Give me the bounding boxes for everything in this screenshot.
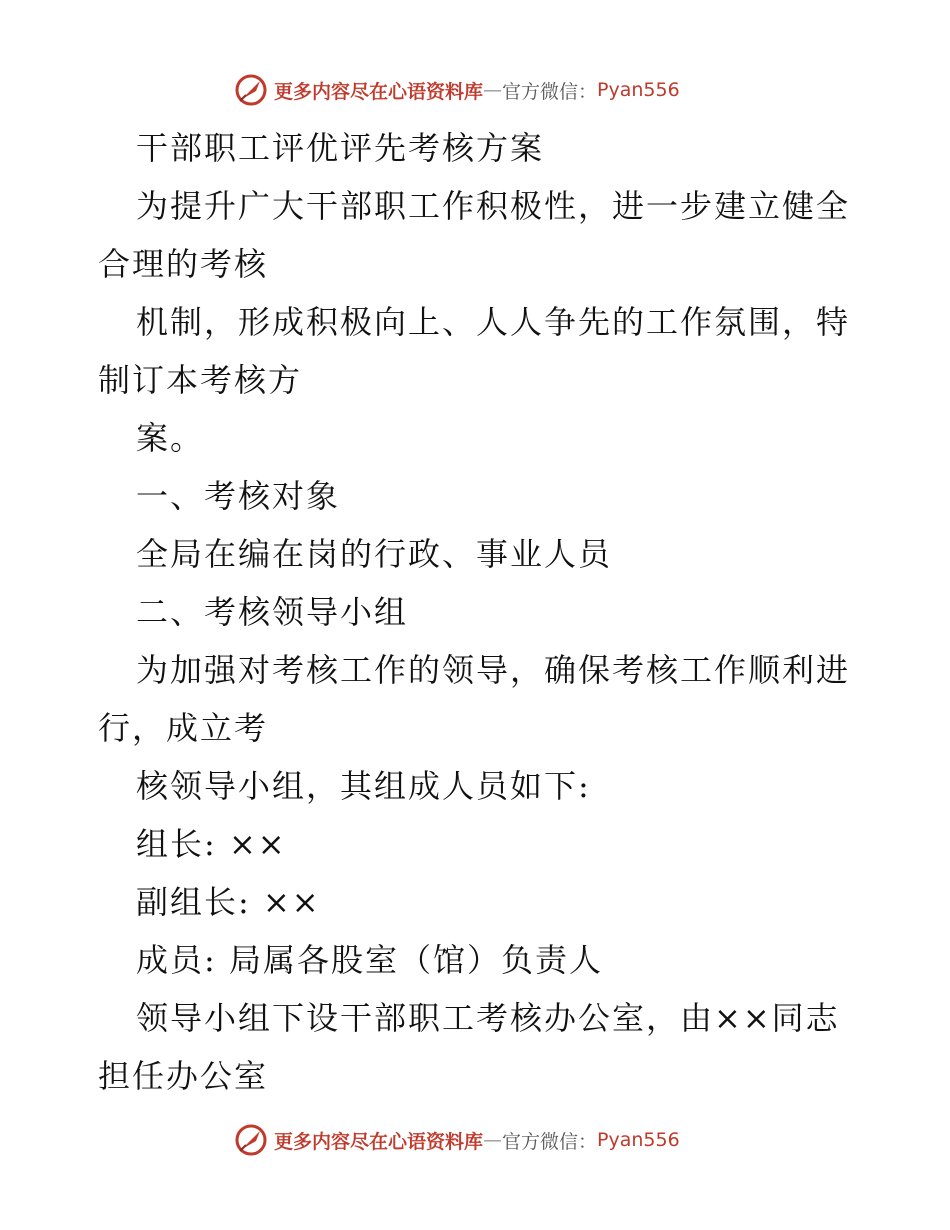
paragraph-line: 机制，形成积极向上、人人争先的工作氛围，特	[136, 303, 851, 341]
header-watermark	[234, 72, 680, 108]
watermark-main-text: 更多内容尽在心语资料库	[274, 1130, 484, 1153]
document-title: 干部职工评优评先考核方案	[136, 129, 545, 167]
watermark-id: Pyan556	[597, 1129, 680, 1151]
paragraph-line: 副组长: ××	[136, 883, 321, 921]
paragraph-line: 全局在编在岗的行政、事业人员	[136, 535, 613, 573]
paragraph-line: 组长: ××	[136, 825, 287, 863]
watermark-main-text: 更多内容尽在心语资料库	[274, 80, 484, 103]
watermark-suffix: 官方微信：	[502, 1130, 598, 1153]
section-heading: 一、考核对象	[136, 477, 341, 515]
paragraph-line: 制订本考核方	[98, 361, 303, 399]
paragraph-line: 行，成立考	[98, 709, 269, 747]
quill-logo-icon	[234, 73, 268, 107]
paragraph-line: 为提升广大干部职工作积极性，进一步建立健全	[136, 187, 851, 225]
section-heading: 二、考核领导小组	[136, 593, 409, 631]
paragraph-line: 领导小组下设干部职工考核办公室，由××同志	[136, 999, 840, 1037]
footer-watermark	[234, 1122, 680, 1158]
paragraph-line: 合理的考核	[98, 245, 269, 283]
watermark-dash: —	[483, 1129, 503, 1151]
paragraph-line: 担任办公室	[98, 1057, 269, 1095]
quill-logo-icon	[234, 1123, 268, 1157]
watermark-id: Pyan556	[597, 79, 680, 101]
paragraph-line: 案。	[136, 419, 205, 457]
watermark-suffix: 官方微信：	[502, 80, 598, 103]
paragraph-line: 为加强对考核工作的领导，确保考核工作顺利进	[136, 651, 851, 689]
watermark-dash: —	[483, 79, 503, 101]
paragraph-line: 核领导小组，其组成人员如下:	[136, 767, 591, 805]
paragraph-line: 成员: 局属各股室（馆）负责人	[136, 941, 603, 979]
